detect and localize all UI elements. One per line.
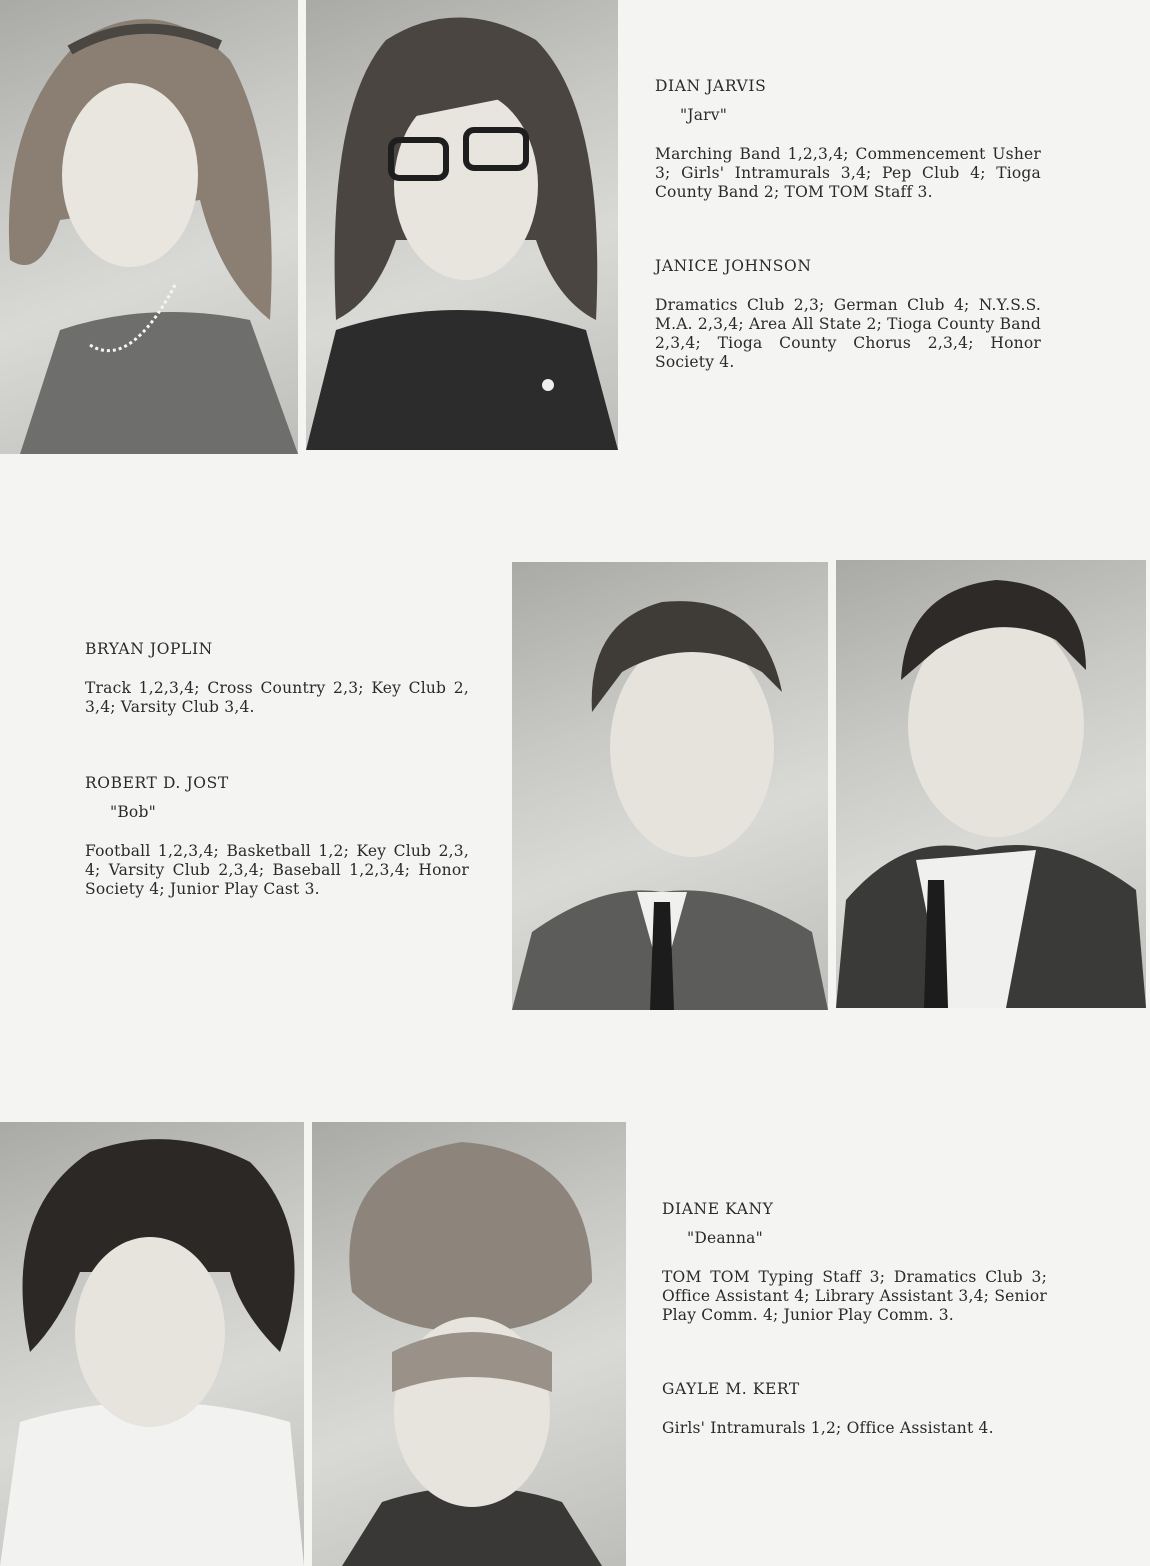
student-activities: Track 1,2,3,4; Cross Country 2,3; Key Club 2, 3,4; Varsity Club 3,4. [85, 679, 469, 716]
student-nickname: "Deanna" [687, 1229, 763, 1247]
student-entry-janice-johnson [655, 257, 1041, 372]
student-entry-diane-kany [662, 1200, 1047, 1325]
student-name: DIANE KANY [662, 1200, 774, 1218]
portrait-janice-johnson [306, 0, 618, 450]
student-activities: TOM TOM Typing Staff 3; Dramatics Club 3; Office Assistant 4; Library Assistant 3,4; Senior Play Comm. 4; Junior Play Comm. 3. [662, 1268, 1047, 1324]
portrait-dian-jarvis [0, 0, 298, 454]
student-name: DIAN JARVIS [655, 77, 767, 95]
student-nickname: "Bob" [110, 803, 156, 821]
student-activities: Marching Band 1,2,3,4; Commencement Usher 3; Girls' Intramurals 3,4; Pep Club 4; Tioga County Band 2; TOM TOM Staff 3. [655, 145, 1041, 201]
portrait-robert-jost [836, 560, 1146, 1008]
student-entry-gayle-kert [662, 1380, 1047, 1438]
student-name: BRYAN JOPLIN [85, 640, 213, 658]
student-entry-robert-jost [85, 774, 469, 899]
student-name: ROBERT D. JOST [85, 774, 229, 792]
student-activities: Football 1,2,3,4; Basketball 1,2; Key Club 2,3, 4; Varsity Club 2,3,4; Baseball 1,2,3,4; Honor Society 4; Junior Play Cast 3. [85, 842, 469, 898]
portrait-bryan-joplin [512, 562, 828, 1010]
student-activities: Girls' Intramurals 1,2; Office Assistant 4. [662, 1419, 994, 1437]
student-activities: Dramatics Club 2,3; German Club 4; N.Y.S.S. M.A. 2,3,4; Area All State 2; Tioga County Band 2,3,4; Tioga County Chorus 2,3,4; Honor Society 4. [655, 296, 1041, 371]
student-entry-dian-jarvis [655, 77, 1041, 202]
student-name: JANICE JOHNSON [655, 257, 812, 275]
student-nickname: "Jarv" [680, 106, 728, 124]
student-entry-bryan-joplin [85, 640, 469, 717]
portrait-gayle-kert [312, 1122, 626, 1566]
portrait-diane-kany [0, 1122, 304, 1566]
student-name: GAYLE M. KERT [662, 1380, 800, 1398]
